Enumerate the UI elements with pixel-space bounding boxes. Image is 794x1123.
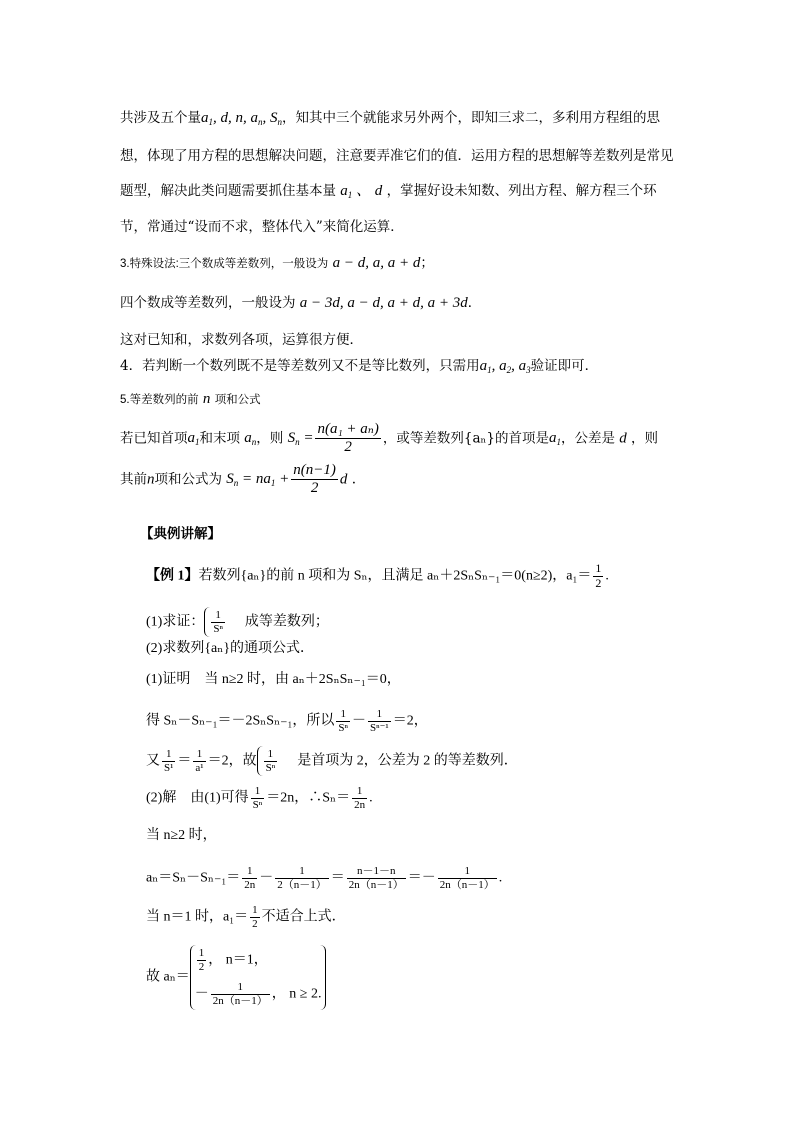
- example-1-statement: 【例 1】若数列{aₙ}的前 n 项和为 Sₙ，且满足 aₙ＋2SₙSₙ₋₁＝0(n≥2)，a₁＝ $\frac{1}{2}$ .: [146, 561, 609, 590]
- var-d: d: [339, 471, 348, 488]
- frac-num: 1: [252, 904, 258, 916]
- sol-text: (2)解 由(1)可得: [146, 790, 249, 806]
- sum-lhs: $S_n$ =: [287, 430, 314, 448]
- half-fraction: [593, 562, 603, 591]
- frac-den: Sⁿ: [265, 761, 276, 774]
- frac2-num: n(n−1): [291, 462, 338, 480]
- case-1-cond: ， n＝1，: [208, 952, 268, 968]
- frac-d: [438, 865, 497, 891]
- var-n: n: [147, 471, 155, 488]
- solution-line-4: [146, 904, 346, 930]
- recip-sn: [251, 785, 265, 811]
- frac-num: 1: [595, 561, 602, 575]
- solution-piecewise: [146, 945, 326, 1010]
- sol-text: 故 aₙ＝: [146, 969, 190, 985]
- frac-num: 1: [211, 981, 270, 995]
- frac-num: 1: [264, 748, 278, 762]
- proof-line-1: (1)证明 当 n≥2 时，由 aₙ＋2SₙSₙ₋₁＝0，: [146, 672, 401, 687]
- var-d: d: [619, 430, 627, 447]
- minus: －: [421, 870, 436, 886]
- proof-text: ＝2，故: [207, 753, 257, 769]
- item-4: [120, 359, 598, 375]
- item-3: [120, 256, 434, 271]
- recip-sn: [211, 609, 225, 635]
- intro-text: ，知其中三个就能求另外两个，即知三求二，多利用方程组的思: [282, 110, 660, 126]
- example-text: 若数列{aₙ}的前 n 项和为 Sₙ，且满足 aₙ＋2SₙSₙ₋₁＝0(n≥2)，a₁＝: [198, 568, 592, 584]
- frac-num: 1: [242, 865, 257, 879]
- frac-den: Sⁿ: [252, 798, 263, 811]
- item-3-four: [120, 296, 481, 311]
- intro-text: 题型，解决此类问题需要抓住基本量: [120, 183, 336, 199]
- recip-s1: [162, 748, 175, 774]
- frac-num: 1: [251, 785, 265, 799]
- text: ，公差是: [560, 430, 615, 447]
- recip-sn: [264, 748, 278, 774]
- frac2-den: 2: [310, 480, 319, 497]
- half-fraction: [197, 947, 207, 973]
- frac-den: 2: [595, 575, 602, 590]
- example-label: 【例 1】: [146, 568, 199, 584]
- item-5-label: 5.等差数列的前: [120, 394, 199, 406]
- item-3-label: 3.特殊设法:三个数成等差数列，一般设为: [120, 258, 329, 270]
- solution-line-3: aₙ＝Sₙ－Sₙ₋₁＝ $\frac{1}{2n}$ － $\frac{1}{2(n-1)}$ ＝ $\frac{n-1-n}{2n(n-1)}$ ＝－ $\frac{1}{2n(n-1)}$ .: [146, 865, 503, 891]
- sum-lhs-2: $S_n = na_1$ +: [226, 471, 290, 489]
- frac-num: 1: [275, 865, 329, 879]
- item-3-four-label: 四个数成等差数列，一般设为: [120, 295, 296, 311]
- recip-sn-1: [368, 708, 391, 734]
- solution-line-2: 当 n≥2 时，: [146, 828, 217, 843]
- intro-line-3: [120, 184, 657, 200]
- question-2: (2)求数列{aₙ}的通项公式．: [146, 641, 315, 656]
- proof-line-3: [146, 746, 518, 776]
- five-quantities: $a_1$, d, n, $a_n$, $S_n$: [201, 110, 282, 127]
- sol-text: 当 n＝1 时，a₁＝: [146, 909, 249, 925]
- text: ，则: [631, 430, 659, 447]
- half-fraction: [250, 904, 260, 930]
- text: ，或等差数列{aₙ}的首项是: [382, 430, 549, 447]
- frac-den: Sⁿ: [338, 721, 349, 734]
- frac-num: 1: [193, 748, 205, 762]
- solution-line-1: (2)解 由(1)可得 $\frac{1}{\text{Sⁿ}}$ ＝2n，∴Sₙ＝ $\frac{1}{2n}$ .: [146, 785, 373, 811]
- frac-den: Sⁿ⁻¹: [370, 721, 389, 734]
- sol-text: ＝2n，∴Sₙ＝: [266, 790, 351, 806]
- item-5-label: 项和公式: [214, 394, 261, 406]
- frac-den: 2n（n－1）: [439, 878, 495, 891]
- frac-num: 1: [368, 708, 391, 722]
- frac-den: S¹: [164, 761, 174, 774]
- sum-num: n(a₁ + aₙ): [315, 421, 380, 439]
- minus: －: [194, 986, 209, 1002]
- four-term-formula: a − 3d, a − d, a + d, a + 3d: [299, 295, 468, 311]
- frac-den: 2n（n－1）: [348, 878, 404, 891]
- frac-num: 1: [162, 748, 175, 762]
- frac-num: n－1－n: [347, 865, 406, 879]
- case-2: [195, 981, 322, 1007]
- frac-a: [242, 865, 257, 891]
- item-5-line-1: [120, 421, 658, 457]
- frac-den: 2: [198, 960, 205, 973]
- item-3-conv: 这对已知和，求数列各项，运算很方便．: [120, 332, 363, 348]
- item-4-tail: 验证即可．: [530, 358, 599, 374]
- var-a1: $a_1$: [548, 430, 561, 448]
- frac-num: 1: [198, 947, 205, 959]
- proof-text: 又: [146, 753, 160, 769]
- equals: ＝: [407, 870, 422, 886]
- equals: ＝: [177, 753, 192, 769]
- sum-fraction-2: [291, 462, 338, 498]
- three-term-formula: a − d, a, a + d: [332, 255, 421, 271]
- q-text: 成等差数列；: [244, 614, 329, 630]
- section-heading: 【典例讲解】: [140, 526, 221, 542]
- frac-den: 2n: [244, 878, 256, 891]
- item-5-line-2: 其前n项和公式为 $S_n = na_1$ + $\frac{n(n-1)}{2}$ d .: [120, 462, 357, 497]
- text: 项和公式为: [154, 471, 222, 488]
- frac-den: 2: [252, 917, 258, 930]
- intro-line-1: [120, 111, 660, 127]
- frac-den: Sⁿ: [213, 622, 223, 635]
- piecewise-brace: [190, 945, 327, 1010]
- frac-c: [347, 865, 406, 891]
- frac-num: 1: [352, 785, 367, 799]
- text: 和末项: [199, 430, 240, 447]
- sum-fraction: [315, 421, 380, 457]
- frac-num: 1: [336, 708, 350, 722]
- frac-den: a¹: [195, 761, 204, 774]
- frac-den: 2n（n－1）: [212, 994, 268, 1007]
- text: ，则: [256, 430, 284, 447]
- text: 若已知首项: [120, 430, 188, 447]
- item-4-text: 4．若判断一个数列既不是等差数列又不是等比数列，只需用: [120, 358, 480, 374]
- basic-quantities: $a_1$ 、 d: [340, 183, 383, 200]
- check-terms: $a_1$, $a_2$, $a_3$: [479, 358, 531, 375]
- frac-den: 2n: [354, 798, 366, 811]
- sol-text: aₙ＝Sₙ－Sₙ₋₁＝: [146, 870, 241, 886]
- minus: －: [352, 713, 367, 729]
- set-brace: [257, 746, 298, 776]
- recip-sn: [336, 708, 350, 734]
- var-a1: $a_1$: [187, 430, 200, 448]
- frac-b: [275, 865, 329, 891]
- case-1: [195, 947, 322, 973]
- sn-value: [352, 785, 367, 811]
- frac-num: 1: [438, 865, 497, 879]
- equals: ＝: [330, 870, 345, 886]
- q-text: (1)求证：: [146, 614, 205, 630]
- intro-line-2: 想，体现了用方程的思想解决问题，注意要弄准它们的值．运用方程的思想解等差数列是常见: [120, 148, 674, 164]
- punct: ．: [467, 295, 482, 311]
- var-n: n: [202, 391, 211, 407]
- case-2-frac: [211, 981, 270, 1007]
- sum-den: 2: [344, 439, 352, 456]
- proof-text: 是首项为 2，公差为 2 的等差数列．: [297, 753, 518, 769]
- var-an: $a_n$: [244, 430, 257, 448]
- frac-den: 2（n－1）: [277, 878, 327, 891]
- case-2-cond: ， n ≥ 2.: [271, 986, 322, 1002]
- proof-text: ＝2，: [392, 713, 428, 729]
- frac-num: 1: [211, 609, 225, 623]
- recip-a1: [193, 748, 205, 774]
- intro-text: 共涉及五个量: [120, 110, 201, 126]
- intro-line-4: 节，常通过“设而不求，整体代入”来简化运算．: [120, 219, 404, 235]
- minus: －: [259, 870, 274, 886]
- intro-text: ，掌握好设未知数、列出方程、解方程三个环: [386, 183, 657, 199]
- proof-line-2: [146, 708, 428, 734]
- item-5-title: [120, 392, 261, 407]
- text: 其前: [120, 471, 147, 488]
- set-brace: [204, 607, 245, 637]
- piecewise-cases: [190, 945, 326, 1010]
- proof-text: 得 Sₙ－Sₙ₋₁＝－2SₙSₙ₋₁，所以: [146, 713, 335, 729]
- punct: ；: [420, 255, 434, 271]
- sol-text: 不适合上式．: [261, 909, 346, 925]
- question-1: [146, 607, 329, 637]
